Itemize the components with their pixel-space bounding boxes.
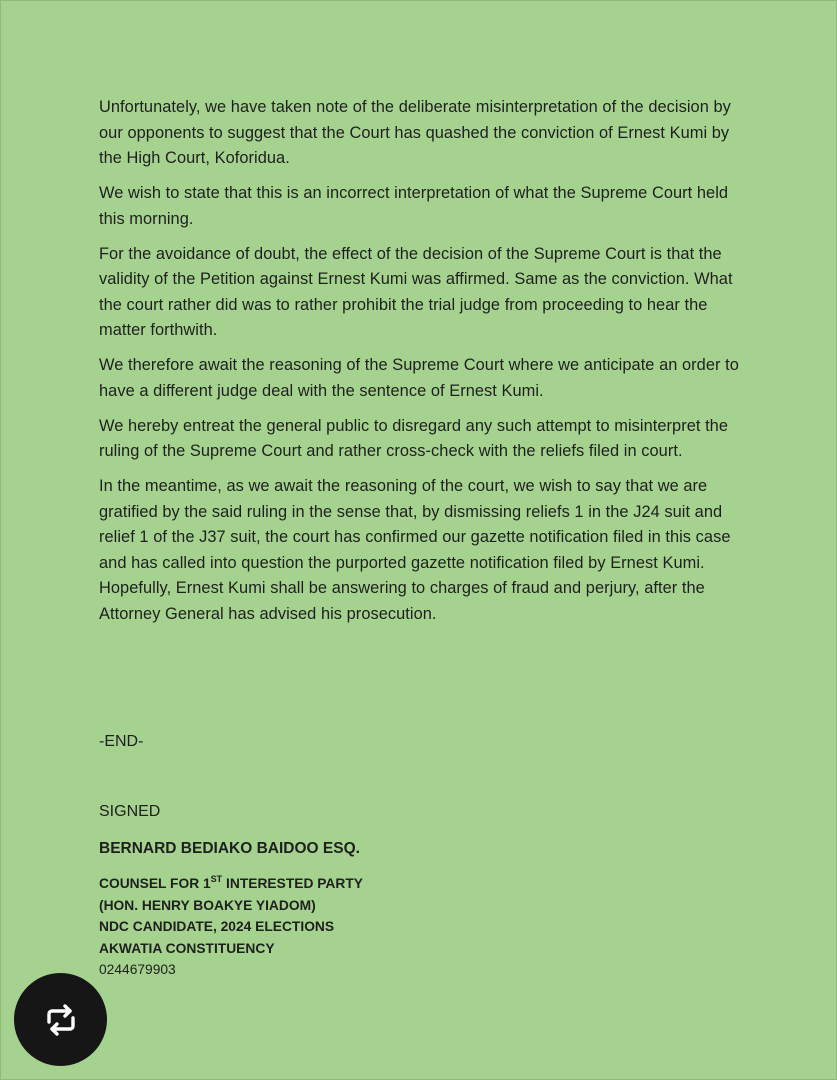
repost-icon [41, 1000, 81, 1040]
candidacy-line: NDC CANDIDATE, 2024 ELECTIONS [99, 919, 335, 934]
signatory-details [99, 873, 363, 981]
paragraph-2: We wish to state that this is an incorrect interpretation of what the Supreme Court held this morning. [99, 184, 729, 228]
paragraph-5: We hereby entreat the general public to disregard any such attempt to misinterpret the ruling of the Supreme Court and rather cross-check with the reliefs filed in court. [99, 416, 729, 460]
end-marker: -END- [99, 733, 144, 750]
paragraph-6: In the meantime, as we await the reasoning of the court, we wish to say that we are gratified by the said ruling in the sense that, by dismissing reliefs 1 in the J24 suit and relief 1 of the J37 suit, the court has confirmed our gazette notification filed in this case and has called into question the purported gazette notification filed by Ernest Kumi. Hopefully, Ernest Kumi shall be answering to charges of fraud and perjury, after the Attorney General has advised his prosecution. [99, 477, 731, 623]
signed-label: SIGNED [99, 803, 161, 820]
paragraph-3: For the avoidance of doubt, the effect of the decision of the Supreme Court is that the validity of the Petition against Ernest Kumi was affirmed. Same as the conviction. What the court rather did was to rather prohibit the trial judge from proceeding to hear the matter forthwith. [99, 244, 733, 339]
signatory-name: BERNARD BEDIAKO BAIDOO ESQ. [99, 840, 360, 857]
constituency-line: AKWATIA CONSTITUENCY [99, 940, 275, 956]
role-line [99, 873, 363, 895]
statement-body [99, 95, 749, 637]
role-suffix: INTERESTED PARTY [222, 876, 363, 891]
client-line: (HON. HENRY BOAKYE YIADOM) [99, 897, 316, 913]
phone-number: 0244679903 [99, 962, 176, 977]
role-prefix: COUNSEL FOR 1 [99, 876, 211, 891]
paragraph-4: We therefore await the reasoning of the Supreme Court where we anticipate an order to have a different judge deal with the sentence of Ernest Kumi. [99, 356, 739, 400]
role-superscript: ST [210, 874, 223, 884]
repost-button[interactable] [14, 973, 107, 1066]
paragraph-1: Unfortunately, we have taken note of the deliberate misinterpretation of the decision by our opponents to suggest that the Court has quashed the conviction of Ernest Kumi by the High Court, Koforidua. [99, 98, 731, 167]
